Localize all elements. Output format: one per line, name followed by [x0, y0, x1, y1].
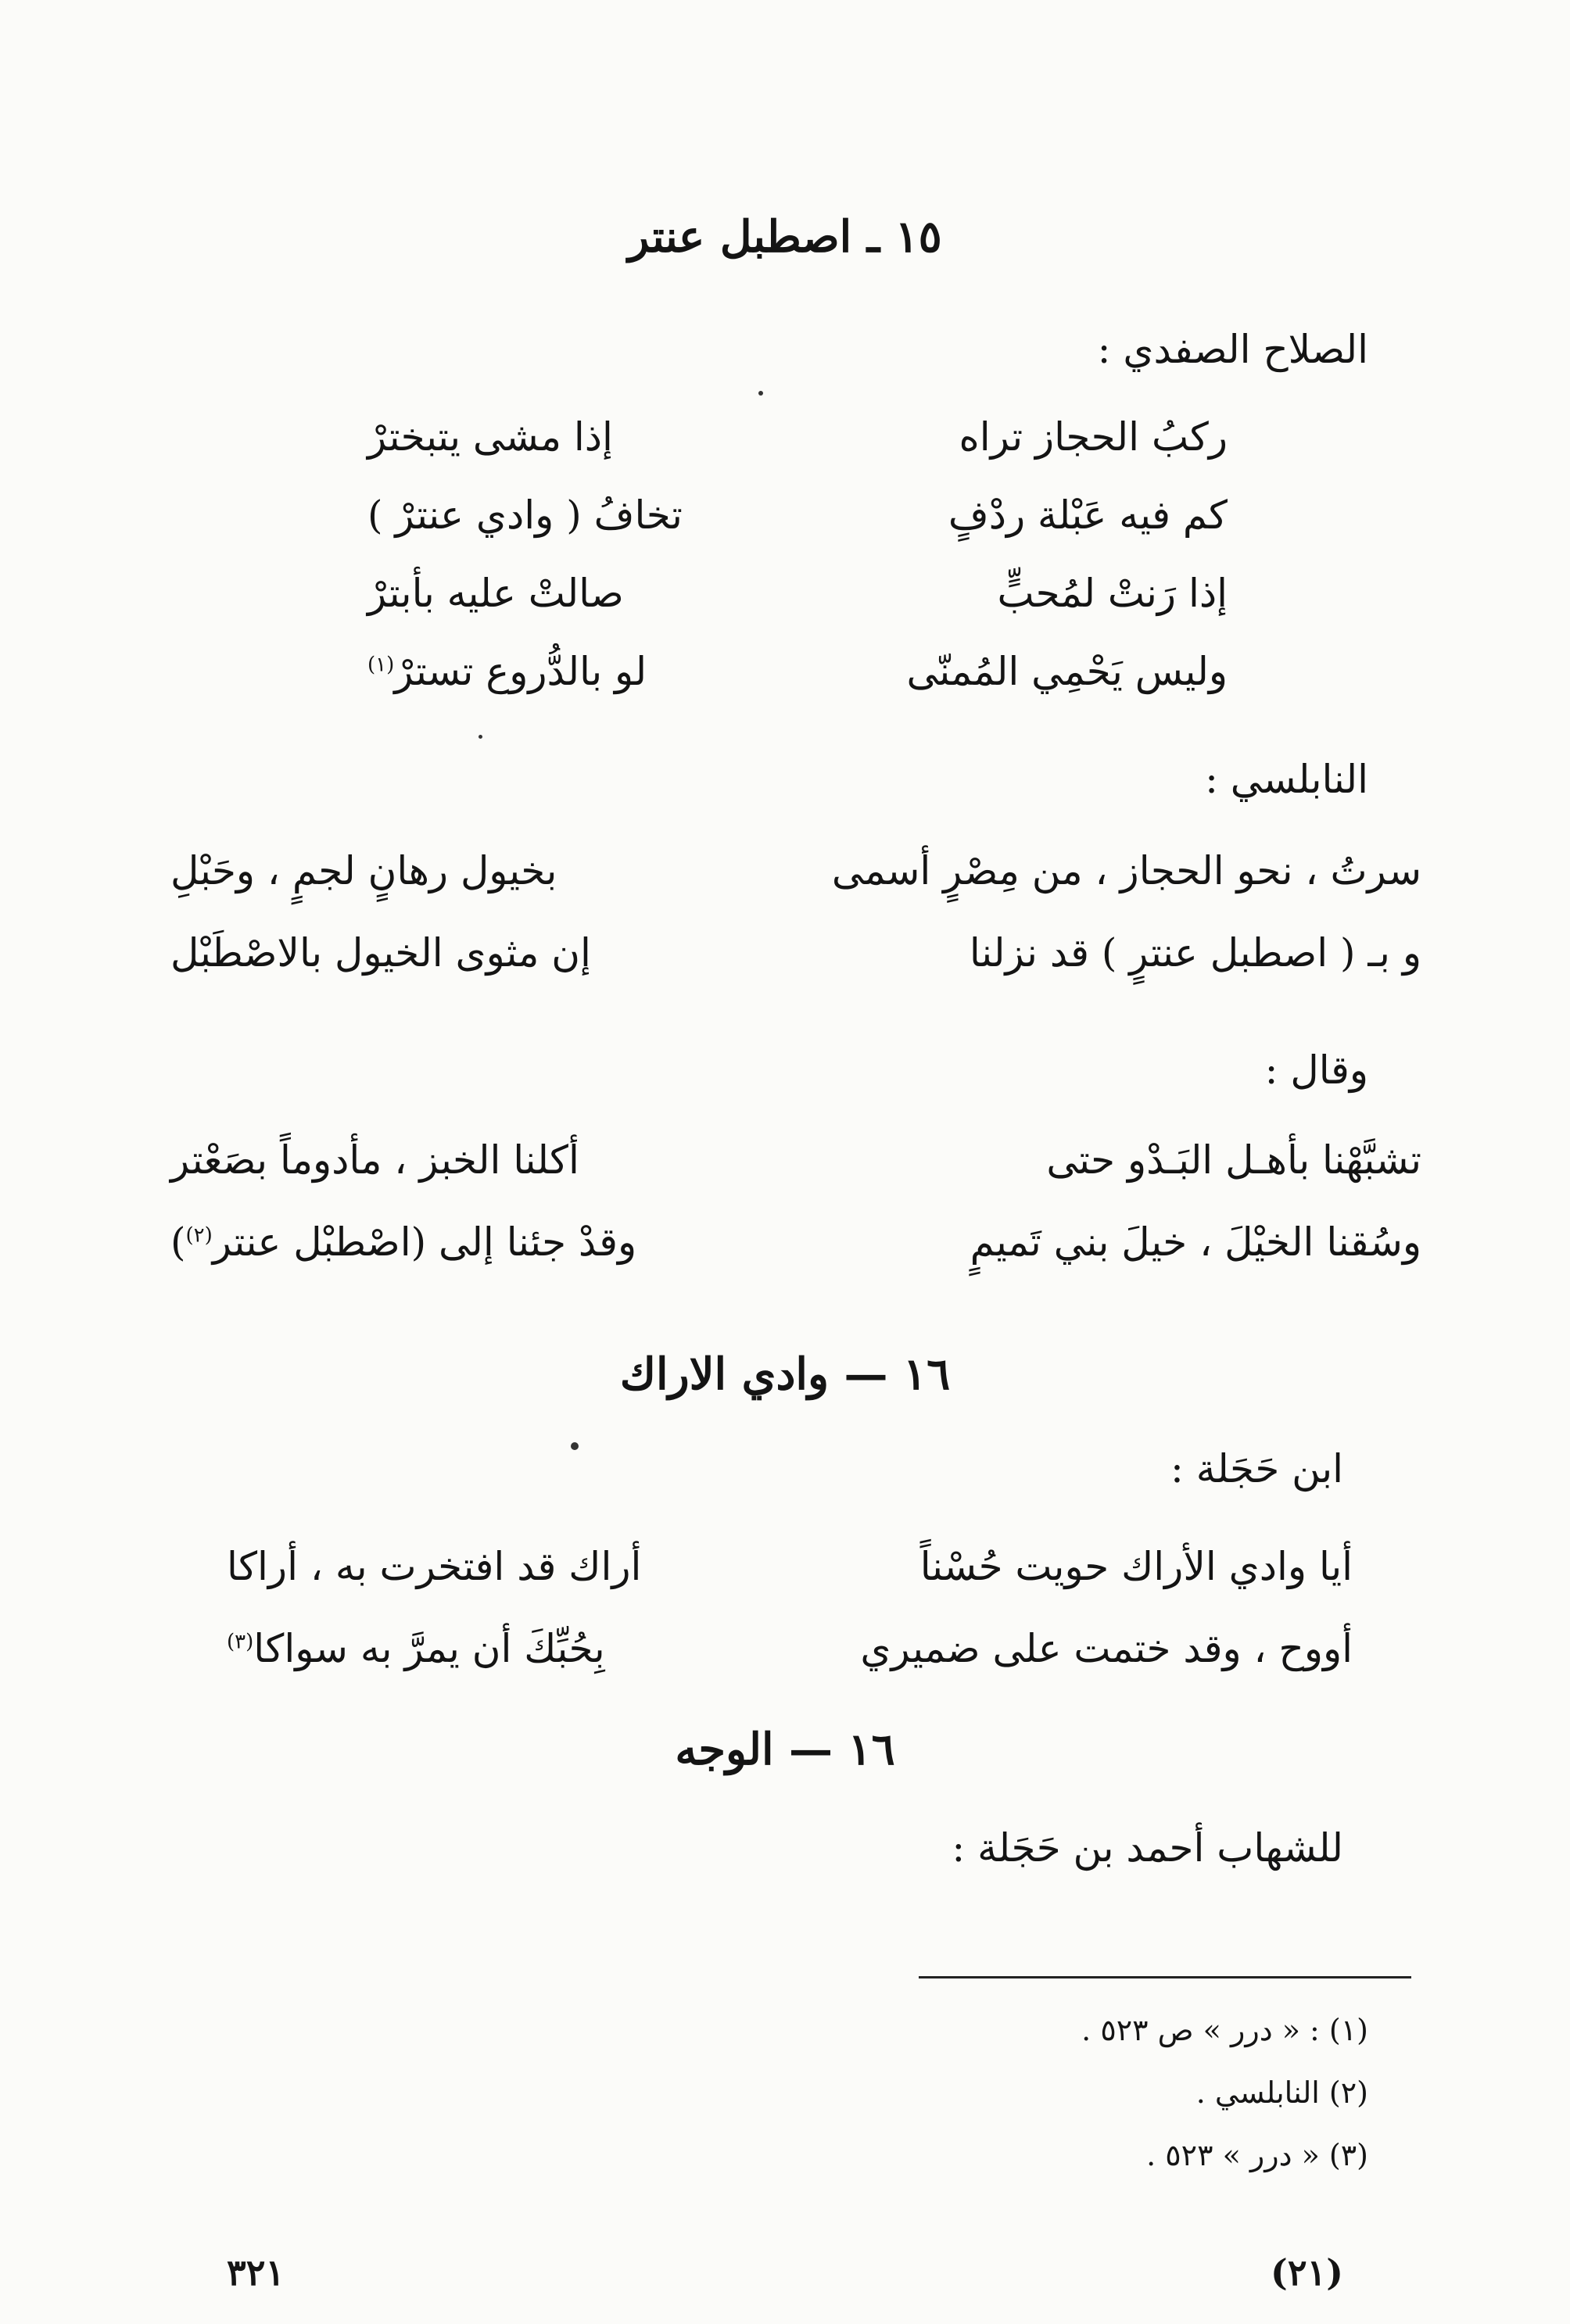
verse-second-hemistich [367, 649, 647, 694]
verse-first-hemistich: وليس يَحْمِي المُمنّى [906, 649, 1228, 694]
footnote-separator [919, 1976, 1411, 1978]
footnote-ref-3: (٣) [227, 1630, 254, 1654]
scan-speck [479, 735, 482, 739]
footnote-3: (٣) « درر » ٥٢٣ . [1146, 2138, 1368, 2172]
verse-second-hemistich: إن مثوى الخيول بالاصْطَبْل [170, 930, 591, 976]
speaker-waqal: وقال : [1264, 1047, 1368, 1093]
verse-first-hemistich: أيا وادي الأراك حويت حُسْناً [919, 1544, 1353, 1589]
section-title-istabl-antar: ١٥ ـ اصطبل عنتر [628, 211, 942, 263]
verse-second-hemistich: أكلنا الخبز ، مأدوماً بصَعْتر [170, 1137, 579, 1183]
speaker-salah-safadi: الصلاح الصفدي : [1097, 327, 1368, 372]
page-number: ٣٢١ [227, 2251, 285, 2294]
verse-second-hemistich: بخيول رهانٍ لجمٍ ، وحَبْلِ [170, 848, 557, 893]
verse-second-hemistich: تخافُ ( وادي عنترْ ) [367, 492, 683, 538]
speaker-nabulsi: النابلسي : [1205, 757, 1368, 802]
hemistich-text: بِحُبِّكَ أن يمرَّ به سواكا [253, 1626, 605, 1671]
section-title-al-wajh: ١٦ — الوجه [675, 1724, 895, 1775]
scan-speck [758, 391, 763, 396]
verse-second-hemistich [170, 1219, 636, 1265]
verse-line [170, 848, 1421, 893]
verse-first-hemistich: إذا رَنتْ لمُحبٍّ [997, 571, 1228, 616]
verse-line [367, 571, 1228, 616]
speaker-shihab-ibn-hajala: للشهاب أحمد بن حَجَلة : [952, 1825, 1343, 1871]
verse-line [367, 492, 1228, 538]
verse-line [170, 1219, 1421, 1265]
verse-first-hemistich: و بـ ( اصطبل عنترٍ ) قد نزلنا [969, 930, 1421, 976]
closing-paren: ) [170, 1219, 186, 1265]
footnote-2: (٢) النابلسي . [1195, 2075, 1368, 2110]
footnote-ref-1: (١) [367, 653, 395, 677]
verse-line [170, 1137, 1421, 1183]
section-title-wadi-al-arak: ١٦ — وادي الاراك [619, 1348, 951, 1400]
footnote-1: (١) : « درر » ص ٥٢٣ . [1081, 2013, 1368, 2047]
verse-first-hemistich: سرتُ ، نحو الحجاز ، من مِصْرٍ أسمى [831, 848, 1421, 893]
hemistich-text: لو بالدُّروع تسترْ [394, 649, 647, 694]
verse-first-hemistich: أووح ، وقد ختمت على ضميري [860, 1626, 1353, 1671]
verse-second-hemistich: إذا مشى يتبخترْ [367, 414, 613, 460]
speaker-ibn-hajala: ابن حَجَلة : [1170, 1446, 1343, 1491]
verse-line [367, 649, 1228, 694]
verse-line [367, 414, 1228, 460]
hemistich-text: وقدْ جئنا إلى (اصْطبْل عنتر [212, 1219, 637, 1265]
verse-first-hemistich: ركبُ الحجاز تراه [959, 414, 1228, 460]
verse-first-hemistich: تشبَّهْنا بأهـل البَـدْو حتى [1046, 1137, 1421, 1183]
verse-second-hemistich: صالتْ عليه بأبترْ [367, 571, 624, 616]
footnote-ref-2: (٢) [185, 1223, 213, 1248]
verse-first-hemistich: وسُقنا الخيْلَ ، خيلَ بني تَميمٍ [970, 1219, 1421, 1265]
scan-speck [571, 1442, 579, 1450]
signature-mark: (٢١) [1271, 2251, 1343, 2294]
verse-second-hemistich [227, 1626, 605, 1671]
verse-second-hemistich: أراك قد افتخرت به ، أراكا [227, 1544, 642, 1589]
verse-line [227, 1544, 1353, 1589]
verse-first-hemistich: كم فيه عَبْلة ردْفٍ [948, 492, 1228, 538]
verse-line [227, 1626, 1353, 1671]
verse-line [170, 930, 1421, 976]
